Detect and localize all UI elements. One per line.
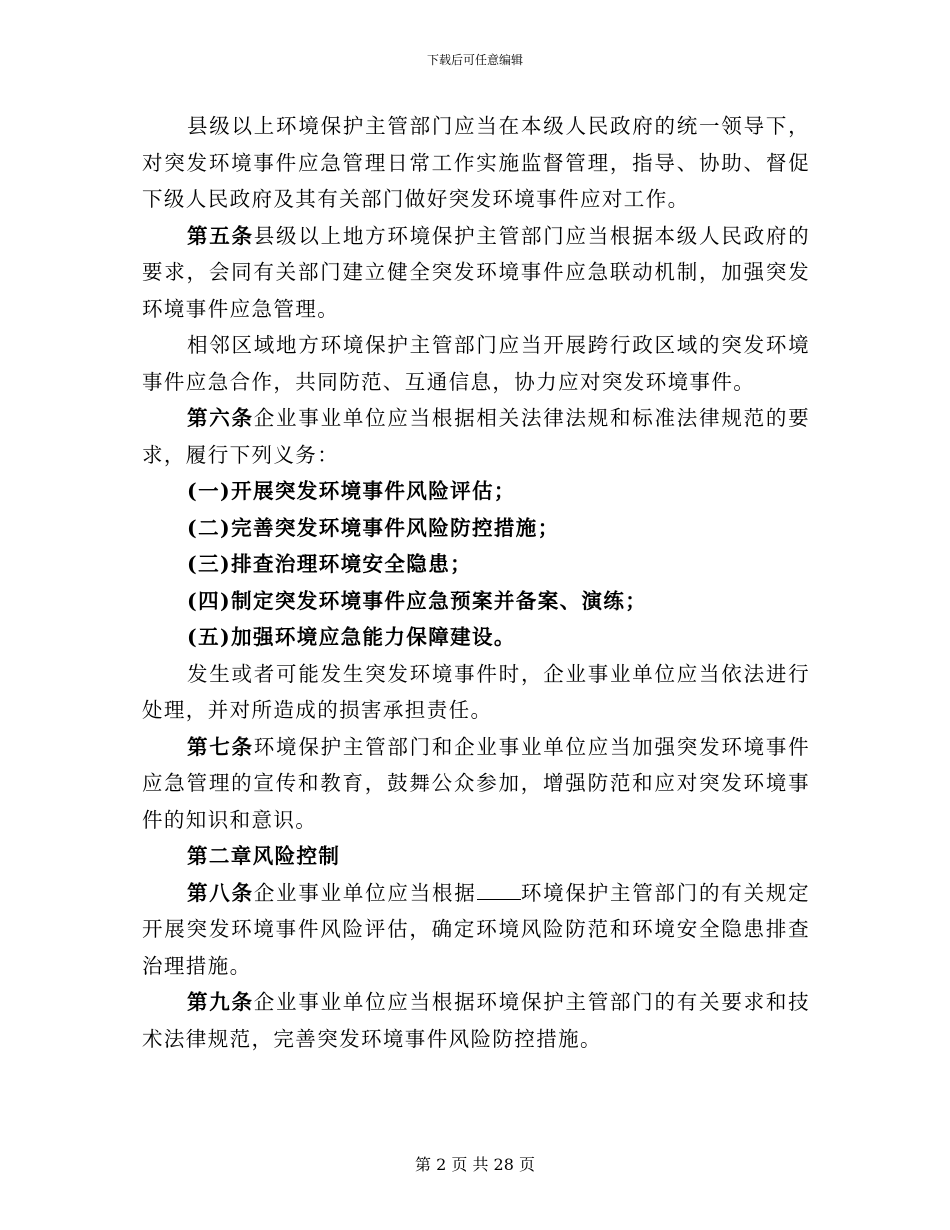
list-item-text: (一)开展突发环境事件风险评估；: [187, 479, 516, 503]
paragraph: [142, 400, 810, 473]
paragraph: [142, 108, 810, 218]
paragraph-text: 环境保护主管部门的有关规定开展突发环境事件风险评估，确定环境风险防范和环境安全隐患排查治理措施。: [142, 880, 811, 978]
paragraph: [142, 875, 810, 985]
list-item-text: (三)排查治理环境安全隐患；: [187, 552, 472, 576]
article-lead: 第六条: [187, 406, 254, 430]
paragraph-text: 企业事业单位应当根据环境保护主管部门的有关要求和技术法律规范，完善突发环境事件风险防控措施。: [142, 990, 811, 1051]
paragraph: [142, 218, 810, 328]
article-lead: 第九条: [187, 990, 254, 1014]
list-item: [142, 546, 810, 583]
article-lead: 第八条: [187, 880, 254, 905]
paragraph: [142, 327, 810, 400]
list-item-text: (二)完善突发环境事件风险防控措施；: [187, 515, 560, 540]
paragraph: [142, 984, 810, 1057]
chapter-title: 第二章风险控制: [187, 844, 341, 868]
paragraph-text: 相邻区域地方环境保护主管部门应当开展跨行政区域的突发环境事件应急合作，共同防范、互通信息，协力应对突发环境事件。: [142, 333, 810, 394]
article-lead: 第七条: [187, 734, 254, 759]
paragraph: [142, 729, 810, 839]
paragraph: [142, 656, 810, 729]
list-item: [142, 510, 810, 547]
paragraph-text: 县级以上地方环境保护主管部门应当根据本级人民政府的要求，会同有关部门建立健全突发环境事件应急联动机制，加强突发环境事件应急管理。: [142, 223, 811, 321]
list-item-text: (五)加强环境应急能力保障建设。: [187, 625, 516, 649]
paragraph-text: 发生或者可能发生突发环境事件时，企业事业单位应当依法进行处理，并对所造成的损害承担责任。: [142, 661, 810, 722]
paragraph-text: 企业事业单位应当根据相关法律法规和标准法律规范的要求，履行下列义务：: [142, 406, 811, 467]
list-item: [142, 619, 810, 656]
list-item-text: (四)制定突发环境事件应急预案并备案、演练；: [187, 588, 648, 613]
chapter-heading: [142, 838, 810, 875]
page-number: 第 2 页 共 28 页: [415, 1155, 535, 1174]
page-header: 下载后可任意编辑: [426, 53, 523, 67]
article-lead: 第五条: [187, 223, 254, 248]
list-item: [142, 473, 810, 510]
list-item: [142, 583, 810, 620]
fill-blank: [477, 881, 521, 900]
document-body: [142, 108, 810, 1057]
paragraph-text: 环境保护主管部门和企业事业单位应当加强突发环境事件应急管理的宣传和教育，鼓舞公众参加，增强防范和应对突发环境事件的知识和意识。: [142, 734, 811, 832]
paragraph-text: 企业事业单位应当根据: [253, 880, 477, 905]
paragraph-text: 县级以上环境保护主管部门应当在本级人民政府的统一领导下，对突发环境事件应急管理日常工作实施监督管理，指导、协助、督促下级人民政府及其有关部门做好突发环境事件应对工作。: [142, 114, 810, 211]
